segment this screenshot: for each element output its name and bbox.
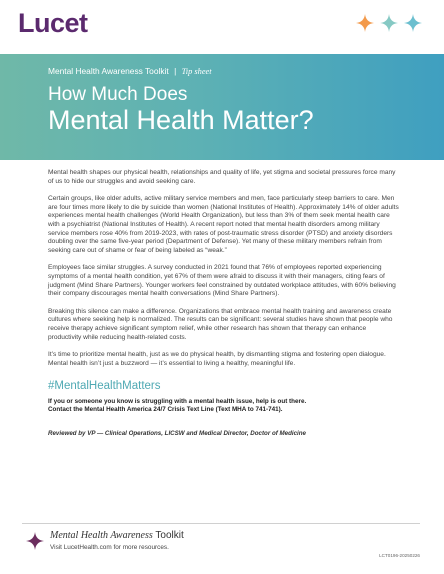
help-line-2: Contact the Mental Health America 24/7 Crisis Text Line (Text MHA to 741-741). <box>48 406 283 414</box>
paragraph-intro: Mental health shapes our physical health, relationships and quality of life, yet stigma and societal pressures force many of us to hide our struggles and avoid seeking care. <box>48 169 396 185</box>
footer-title-serif: Mental Health Awareness <box>50 530 153 541</box>
help-line-1: If you or someone you know is struggling with a mental health issue, help is out there. <box>48 398 307 405</box>
toolkit-kicker <box>48 66 212 76</box>
paragraph-breaking-silence: Breaking this silence can make a difference. Organizations that embrace mental health training and awareness create cultures where seeking help is normalized. The results can be significant: several studies have shown that people who receive therapy achieve significant symptom relief, while other research has shown that therapy can enhance productivity while reducing health-related costs. <box>48 307 393 341</box>
hashtag: #MentalHealthMatters <box>48 380 161 392</box>
document-code: LCT0196-20250226 <box>379 553 420 558</box>
footer-toolkit-title <box>50 530 184 541</box>
footer-divider <box>22 523 420 524</box>
paragraph-barriers: Certain groups, like older adults, active military service members and men, face particularly steep barriers to care. Men are four times more likely to die by suicide than women (National Institutes of Health). Approximately 14% of older adults experiences mental health challenges (World Health Organization), but less than 3% of them seek mental health care with a psychiatrist (National Institutes of Health). A recent report noted that mental health disorders among military service members rose 40% from 2019-2023, with rates of post-traumatic stress disorder (PTSD) and anxiety disorders doubling over the same five-year period (Department of Defense). Yet many of these military members refrain from seeking care out of shame or fear of being labeled as “weak.” <box>48 195 399 254</box>
purple-star-icon <box>26 532 44 550</box>
teal-star-icon <box>404 14 422 32</box>
kicker-separator: | <box>174 66 177 76</box>
body-text <box>48 169 400 377</box>
paragraph-prioritize: It’s time to prioritize mental health, just as we do physical health, by dismantling stigma and fostering open dialogue. Mental health isn’t just a buzzword — it’s essential to living a healthy, meaningful life. <box>48 351 386 367</box>
orange-star-icon <box>356 14 374 32</box>
mint-star-icon <box>380 14 398 32</box>
decorative-stars <box>356 14 422 32</box>
toolkit-label: Mental Health Awareness Toolkit <box>48 66 169 76</box>
footer-title-rest: Toolkit <box>155 530 184 541</box>
lucet-logo: Lucet <box>18 8 88 38</box>
page-title-line1: How Much Does <box>48 84 188 105</box>
tip-sheet-label: Tip sheet <box>181 67 212 76</box>
page-title-line2: Mental Health Matter? <box>48 105 314 135</box>
help-notice <box>48 398 400 414</box>
footer-resources-link[interactable]: Visit LucetHealth.com for more resources. <box>50 544 169 551</box>
reviewed-by: Reviewed by VP — Clinical Operations, LICSW and Medical Director, Doctor of Medicine <box>48 430 306 437</box>
paragraph-employees: Employees face similar struggles. A survey conducted in 2021 found that 76% of employees reported experiencing symptoms of a mental health condition, yet 67% of them were afraid to discuss it with their managers, citing fears of judgment (Mind Share Partners). Younger workers feel constrained by outdated workplace attitudes, with 60% believing their company discourages mental health conversations (Mind Share Partners). <box>48 264 396 298</box>
